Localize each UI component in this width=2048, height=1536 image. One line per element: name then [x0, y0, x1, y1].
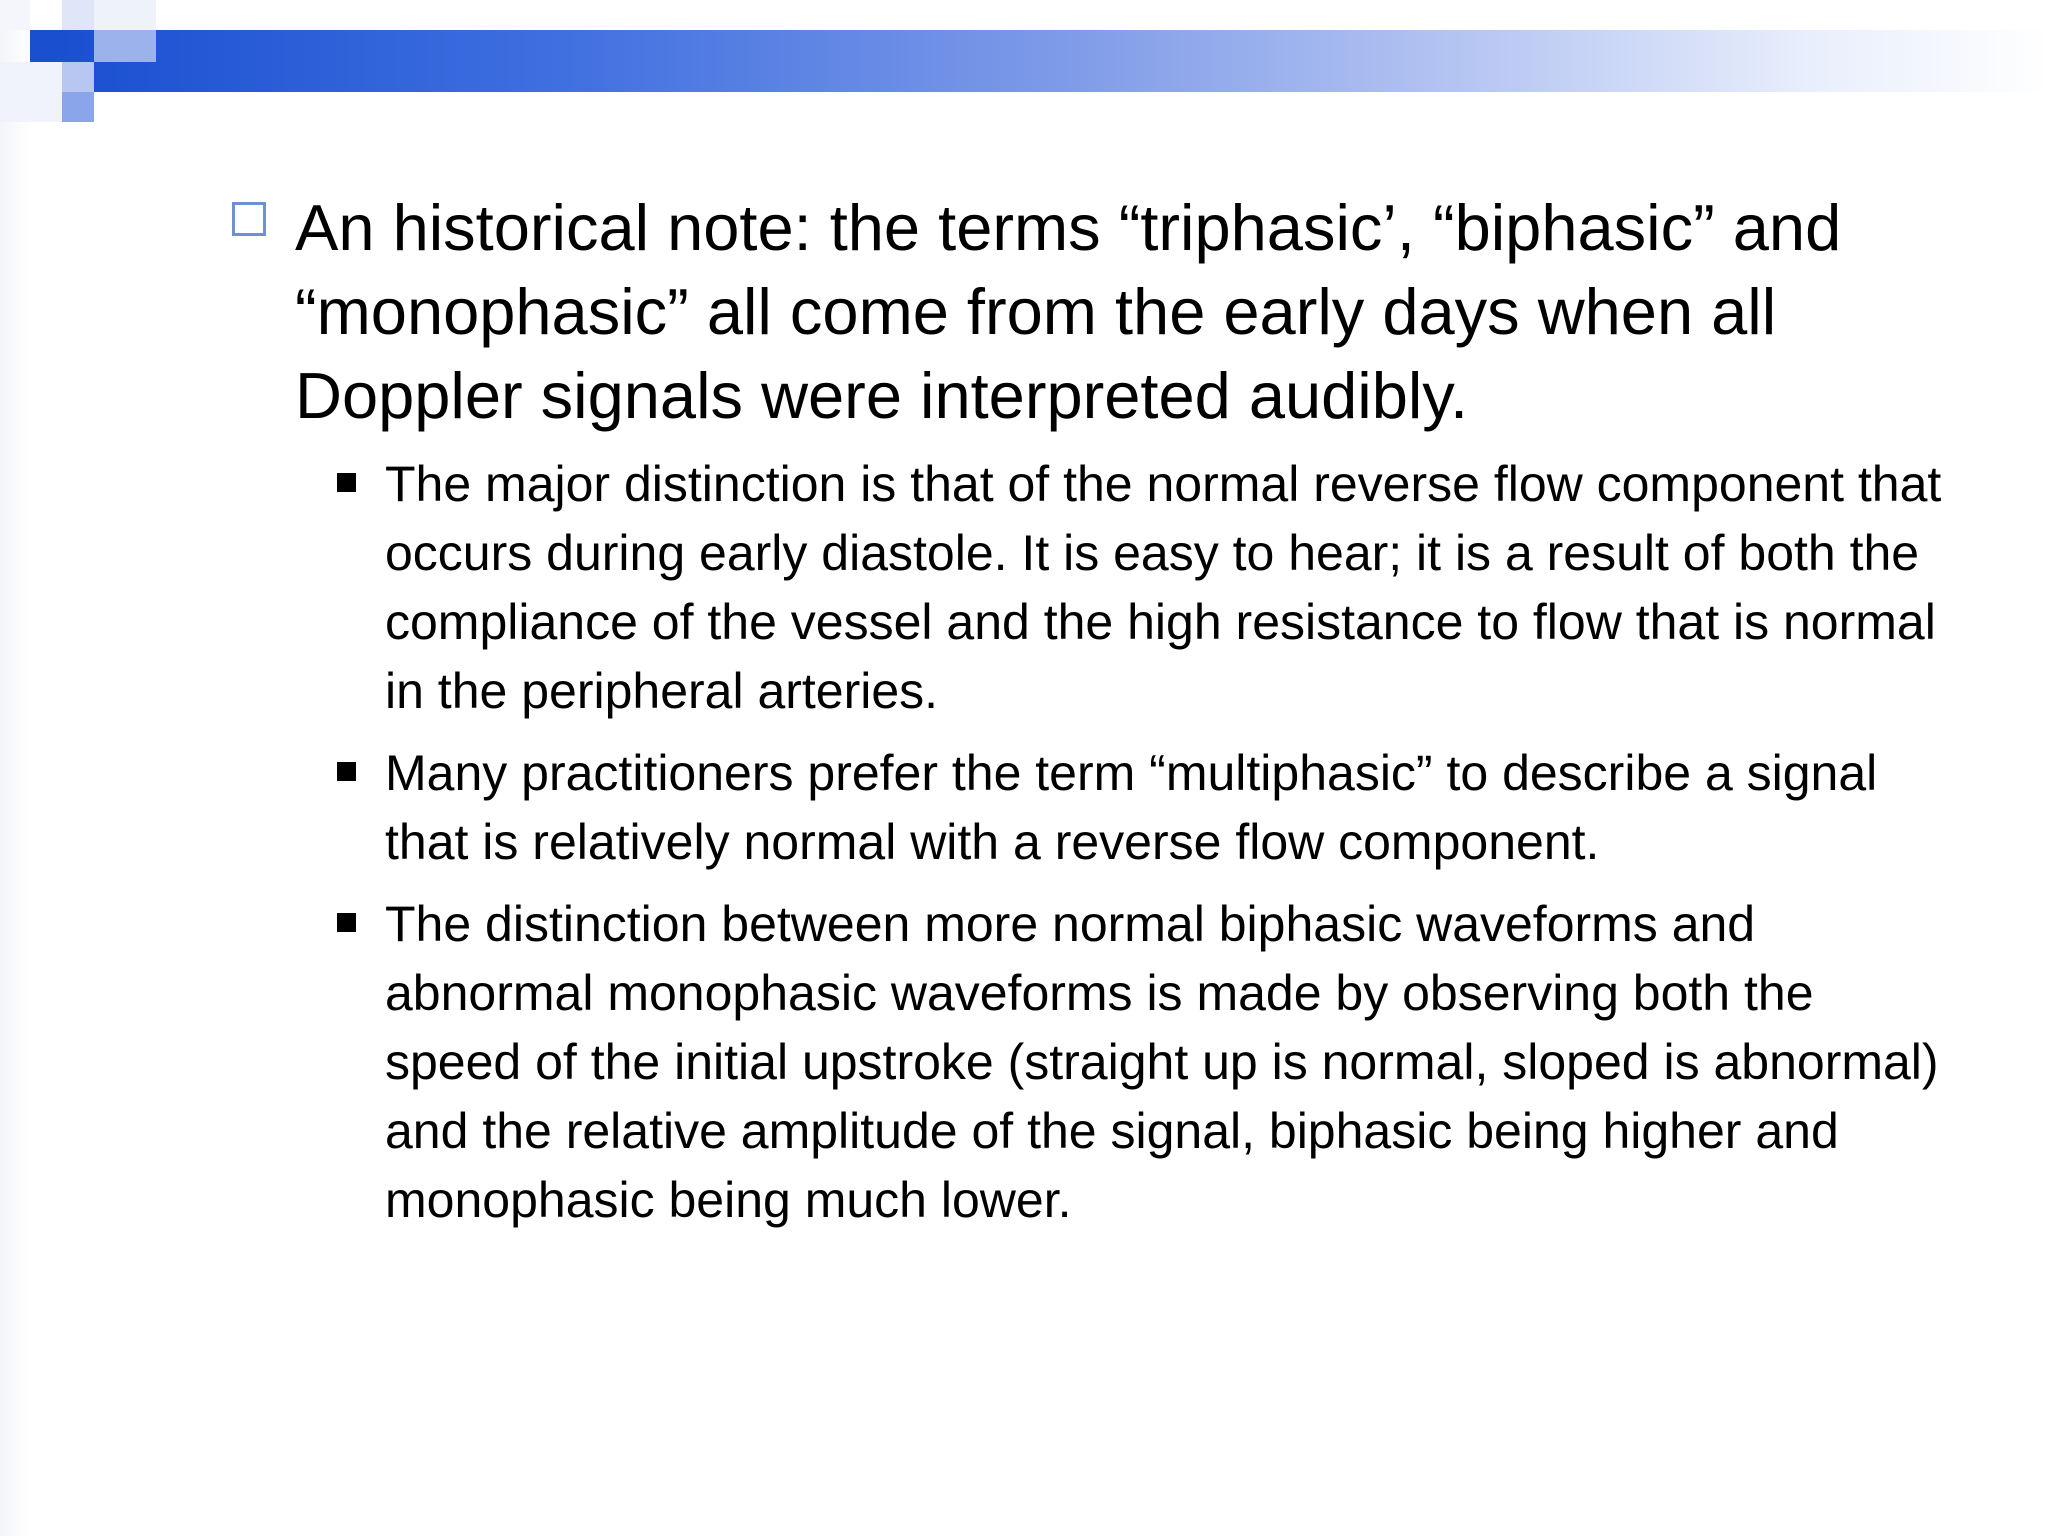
hollow-square-bullet-icon — [232, 202, 266, 236]
main-bullet — [230, 186, 1950, 438]
filled-square-bullet-icon — [337, 913, 356, 932]
decor-square — [62, 62, 94, 92]
sub-bullet — [385, 739, 1950, 877]
decor-square — [30, 30, 62, 62]
decor-square — [0, 62, 62, 122]
sub-bullet — [385, 890, 1950, 1235]
sub-bullet — [385, 450, 1950, 726]
sub-bullet-text: The distinction between more normal biphasic waveforms and abnormal monophasic waveforms is made by observing both the speed of the initial upstroke (straight up is normal, sloped is abnormal) and the relative amplitude of the signal, biphasic being higher and monophasic being much lower. — [385, 896, 1939, 1228]
header-gradient-bar — [60, 30, 2048, 92]
main-bullet-text: An historical note: the terms “triphasic’, “biphasic” and “monophasic” all come from the early days when all Doppler signals were interpreted audibly. — [295, 191, 1842, 432]
decor-square — [94, 0, 156, 30]
filled-square-bullet-icon — [337, 762, 356, 781]
sub-bullet-text: The major distinction is that of the normal reverse flow component that occurs during early diastole. It is easy to hear; it is a result of both the compliance of the vessel and the high resistance to flow that is normal in the peripheral arteries. — [385, 456, 1942, 719]
slide-body — [230, 186, 1950, 1248]
decor-square — [94, 30, 156, 62]
left-decor-band — [0, 0, 32, 1536]
sub-bullet-text: Many practitioners prefer the term “multiphasic” to describe a signal that is relatively normal with a reverse flow component. — [385, 745, 1878, 870]
decor-square — [62, 0, 94, 30]
decor-square — [62, 92, 94, 122]
decor-square — [0, 0, 30, 30]
filled-square-bullet-icon — [337, 473, 356, 492]
